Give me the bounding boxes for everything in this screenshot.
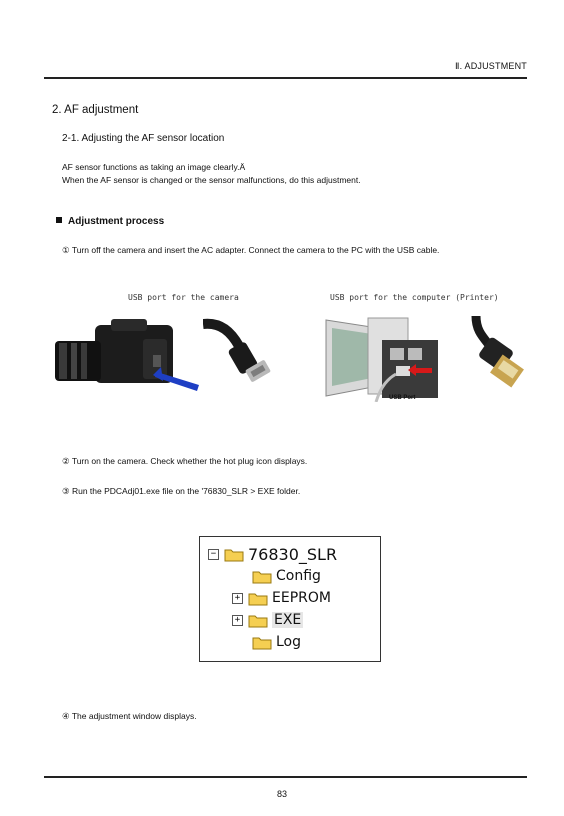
usb-a-cable-photo — [446, 316, 526, 392]
tree-item-label: Config — [276, 568, 321, 584]
folder-tree — [199, 536, 381, 662]
tree-item-log[interactable] — [252, 634, 301, 650]
computer-port-caption: USB port for the computer (Printer) — [330, 293, 499, 302]
step-2: ② Turn on the camera. Check whether the hot plug icon displays. — [62, 456, 308, 466]
tree-root-label: 76830_SLR — [248, 545, 338, 564]
tree-item-label: Log — [276, 634, 302, 650]
folder-icon — [252, 569, 272, 584]
step-4: ④ The adjustment window displays. — [62, 711, 197, 721]
tree-item-eeprom[interactable] — [232, 590, 331, 606]
computer-photo — [322, 316, 442, 402]
collapse-icon[interactable]: − — [208, 549, 219, 560]
step-1: ① Turn off the camera and insert the AC adapter. Connect the camera to the PC with the USB cable. — [62, 245, 440, 255]
square-bullet-icon — [56, 217, 62, 223]
intro-line-1: AF sensor functions as taking an image clearly.Ä — [62, 162, 246, 172]
process-heading — [56, 216, 164, 227]
folder-icon — [252, 635, 272, 650]
subsection-title: 2-1. Adjusting the AF sensor location — [62, 133, 225, 144]
process-heading-text: Adjustment process — [68, 216, 165, 227]
expand-icon[interactable]: + — [232, 615, 243, 626]
tree-item-exe[interactable] — [232, 612, 303, 628]
folder-icon — [248, 591, 268, 606]
expand-icon[interactable]: + — [232, 593, 243, 604]
header-rule — [44, 77, 527, 79]
folder-icon — [248, 613, 268, 628]
folder-icon — [224, 547, 244, 562]
camera-photo — [53, 315, 203, 397]
tree-item-label: EEPROM — [272, 590, 331, 606]
step-3: ③ Run the PDCAdj01.exe file on the '76830_SLR > EXE folder. — [62, 486, 301, 496]
section-title: 2. AF adjustment — [52, 104, 139, 116]
camera-port-caption: USB port for the camera — [128, 293, 239, 302]
usb-port-label: USB Port — [389, 395, 416, 401]
chapter-header: Ⅱ. ADJUSTMENT — [454, 61, 527, 71]
tree-root-row[interactable] — [208, 545, 337, 564]
page-number: 83 — [276, 789, 287, 799]
tree-item-config[interactable] — [252, 568, 321, 584]
tree-item-label-selected: EXE — [274, 612, 302, 628]
usb-mini-cable-photo — [203, 318, 283, 394]
intro-line-2: When the AF sensor is changed or the sensor malfunctions, do this adjustment. — [62, 175, 361, 185]
footer-rule — [44, 776, 527, 778]
